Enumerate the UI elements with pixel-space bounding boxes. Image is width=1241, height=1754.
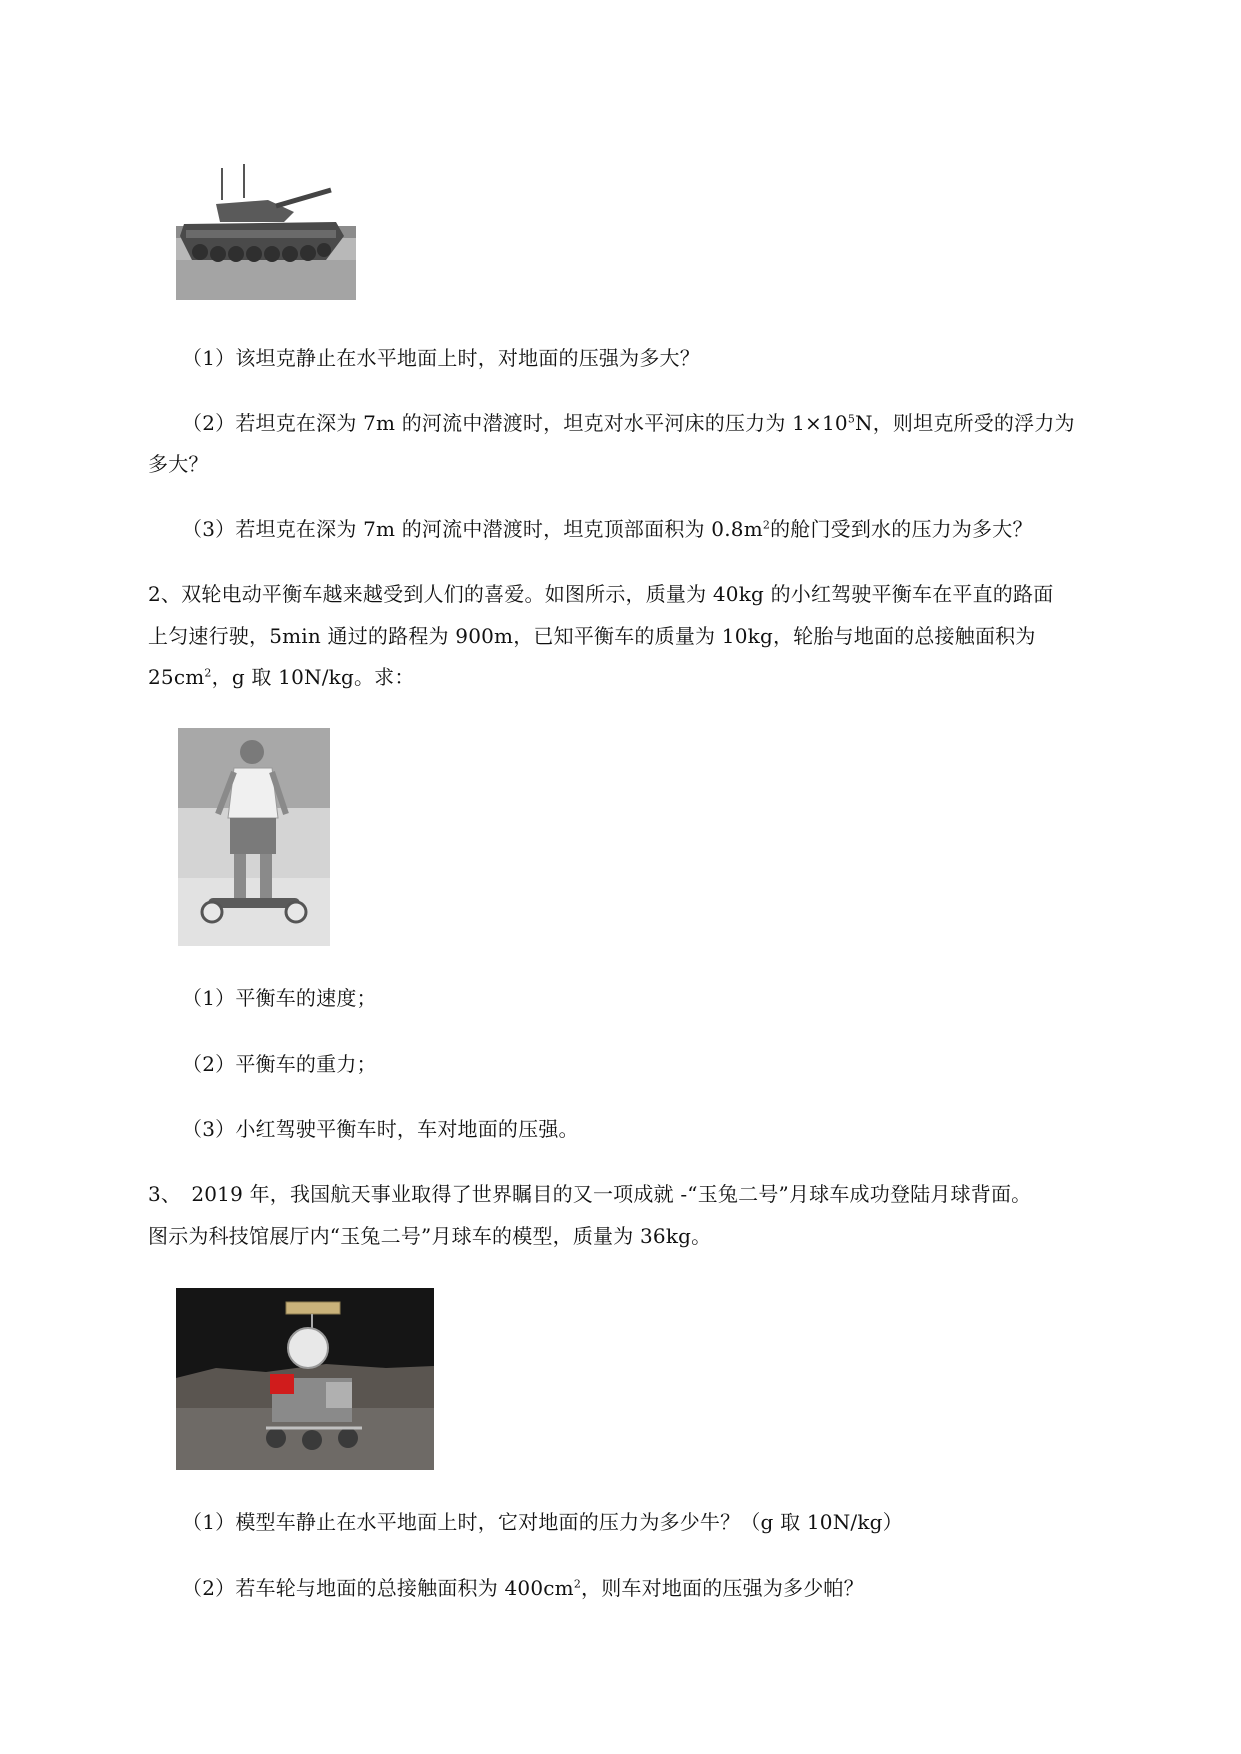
q3-sub2 bbox=[182, 1574, 864, 1602]
q3-stem-line2: 图示为科技馆展厅内“玉兔二号”月球车的模型，质量为 36kg。 bbox=[148, 1224, 712, 1248]
q2-sub2: （2）平衡车的重力； bbox=[182, 1052, 377, 1076]
q1-sub2-exponent: 5 bbox=[847, 412, 856, 426]
q1-sub2-text-b: N，则坦克所受的浮力为 bbox=[855, 411, 1075, 435]
q1-sub2-text-a: （2）若坦克在深为 7m 的河流中潜渡时，坦克对水平河床的压力为 1×10 bbox=[182, 411, 848, 435]
q1-sub3-text-a: （3）若坦克在深为 7m 的河流中潜渡时，坦克顶部面积为 0.8m bbox=[182, 517, 763, 541]
q2-sub3: （3）小红驾驶平衡车时，车对地面的压强。 bbox=[182, 1117, 579, 1141]
q3-sub1: （1）模型车静止在水平地面上时，它对地面的压力为多少牛？（g 取 10N/kg） bbox=[182, 1510, 903, 1534]
q2-stem-line1: 2、双轮电动平衡车越来越受到人们的喜爱。如图所示，质量为 40kg 的小红驾驶平衡车在平直的路面 bbox=[148, 582, 1054, 606]
q2-stem-text-b: ，g 取 10N/kg。求： bbox=[211, 665, 415, 689]
q1-sub3-text-b: 的舱门受到水的压力为多大？ bbox=[770, 517, 1033, 541]
lunar-rover-image bbox=[176, 1288, 434, 1470]
q3-sub2-text-a: （2）若车轮与地面的总接触面积为 400cm bbox=[182, 1576, 574, 1600]
q2-sub1: （1）平衡车的速度； bbox=[182, 986, 377, 1010]
q1-sub1: （1）该坦克静止在水平地面上时，对地面的压强为多大？ bbox=[182, 346, 700, 370]
q1-sub3-exponent: 2 bbox=[762, 518, 771, 532]
q2-stem-line3 bbox=[148, 663, 415, 691]
q1-sub3 bbox=[182, 515, 1033, 543]
q3-stem-line1: 3、 2019 年，我国航天事业取得了世界瞩目的又一项成就 -“玉兔二号”月球车成功登陆月球背面。 bbox=[148, 1182, 1032, 1206]
q2-stem-text-a: 25cm bbox=[148, 665, 205, 689]
q1-sub2 bbox=[182, 409, 1075, 437]
q3-sub2-text-b: ，则车对地面的压强为多少帕？ bbox=[581, 1576, 864, 1600]
tank-image bbox=[176, 160, 356, 300]
q3-sub2-exponent: 2 bbox=[573, 1577, 582, 1591]
balance-scooter-image bbox=[178, 728, 330, 946]
q1-sub2-cont: 多大？ bbox=[148, 452, 209, 476]
q2-stem-line2: 上匀速行驶，5min 通过的路程为 900m，已知平衡车的质量为 10kg，轮胎与地面的总接触面积为 bbox=[148, 624, 1036, 648]
q2-stem-exponent: 2 bbox=[204, 666, 212, 680]
